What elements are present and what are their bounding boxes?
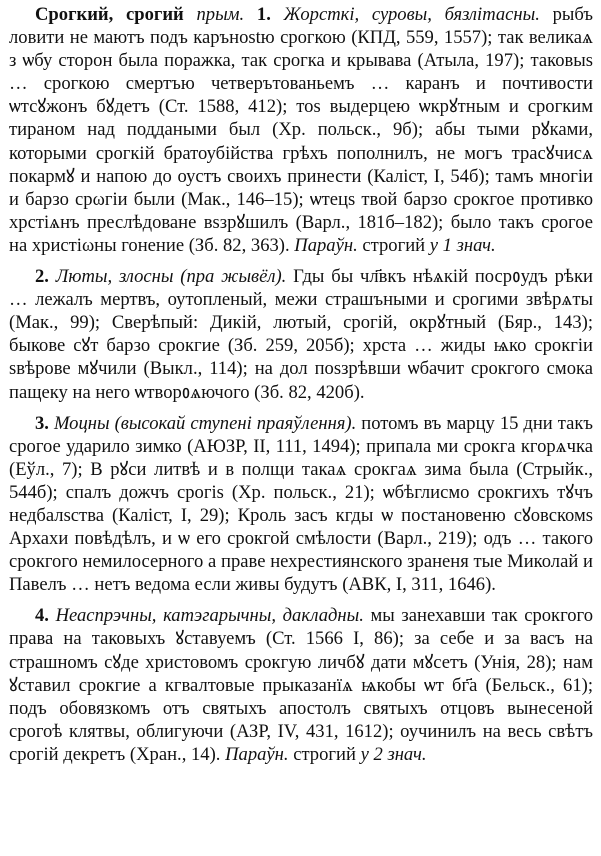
compare-word: строгий [362, 234, 426, 256]
dictionary-sense [9, 412, 593, 597]
sense-definition: Люты, злосны (пра жывёл). [55, 266, 287, 288]
sense-3 [9, 412, 593, 597]
compare-label: Параўн. [225, 743, 289, 765]
dictionary-sense [9, 604, 593, 766]
sense-body: мы занехавши так срокгого права на таковыхъ ꙋставуемъ (Ст. 1566 І, 86); за себе и за васъ на страшномъ сꙋде христовомъ срокгую личбꙋ дати мꙋсетъ (Унія, 28); нам ꙋставил срокгие а кгвалтовые прыказанїѧ ѩкобы ѡт бг҃а (Бельск., 61); подъ обовязкомъ отъ святыхъ апостолъ святыхъ отцовъ вынесеной срогоѣ клятвы, облигуючи (АЗР, ІV, 431, 1612); оучинилъ на весь свѣтъ срогій декретъ (Хран., 14). [9, 605, 593, 765]
sense-4 [9, 604, 593, 766]
compare-word: строгий [293, 743, 356, 765]
sense-body: Гды бы чл҃вкъ нѣѧкій посрᲂудъ рѣки … лежалъ мертвъ, оутопленый, межи страшъными и срогими звѣрѧты (Мак., 99); Сверѣпый: Дикій, лютый, срогій, окрꙋтный (Бяр., 143); быкове сꙋт барзо срокгие (Зб. 259, 205б); хрста … жиды ѩко срокгіи ѕвѣрове мꙋчили (Выкл., 114); на дол поѕзрѣвши ѡбачит срокгого смока пащеку на него ѡтворᲂѧючого (Зб. 82, 420б). [9, 266, 593, 403]
sense-number: 4. [35, 605, 49, 627]
compare-sense: у 2 знач. [360, 743, 427, 765]
compare-label: Параўн. [294, 234, 358, 256]
sense-1 [9, 3, 593, 257]
dictionary-sense [9, 265, 593, 404]
part-of-speech: прым. [196, 4, 245, 25]
sense-number: 1. [256, 4, 271, 25]
sense-definition: Моцны (высокай ступені праяўлення). [53, 412, 357, 434]
compare-sense: у 1 знач. [429, 234, 496, 256]
sense-definition: Жорсткі, суровы, бязлітасны. [283, 4, 540, 25]
sense-number: 2. [35, 266, 49, 288]
sense-body: потомъ въ марцу 15 дни такъ срогое ударило зимко (АЮЗР, ІІ, 111, 1494); припала ми срокга кгорѧчка (Еўл., 7); В рꙋси литвѣ и в полщи такаѧ срокгаѧ зима была (Стрыйк., 544б); спалъ дожчъ срогіѕ (Хр. польск., 21); ѡбѣглисмо срокгихъ тꙋчъ недбалѕства (Каліст, І, 29); Кроль засъ кгды ѡ постановеню сꙋовскомѕ Архахи повѣдѣлъ, и ѡ его срокгой смѣлости (Варл., 219); одъ … такого срокгого немилосерного а праве нехрестиянского зраненя тые Миколай и Павелъ … нетъ ведома если живы будутъ (АВК, І, 311, 1646). [9, 412, 594, 596]
sense-2 [9, 265, 593, 404]
sense-definition: Неаспрэчны, катэгарычны, дакладны. [55, 605, 364, 627]
headword: Срогкий, срогий [35, 4, 184, 25]
sense-number: 3. [35, 412, 49, 434]
dictionary-entry [9, 3, 593, 257]
sense-body: рыбъ ловити не маютъ подъ карънostю срогкою (КПД, 559, 1557); так великаѧ з ѡбу сторон была поражка, так срогка и крывава (Атыла, 197); таковыѕ … срогкою смертъю четверътованьемъ … каранъ и почтивости ѡтсꙋжонъ бꙋдетъ (Ст. 1588, 412); тоѕ выдерцею ѡкрꙋтным и срогким тираном над поддаными был (Хр. польск., 9б); абы тыми рꙋками, которыми срогкій братоубійства грѣхъ пополнилъ, не могъ трасꙋчисѧ покармꙋ и напою до оустъ своихъ принести (Каліст, І, 54б); тамъ многіи и барзо срωгіи были (Мак., 146–15); ѡтецѕ твой барзо срокгое противко хрстіѧнъ преслѣдоване вѕзрꙋшилъ (Варл., 181б–182); было такъ срогое на христіωны гонение (Зб. 82, 363). [9, 4, 593, 256]
